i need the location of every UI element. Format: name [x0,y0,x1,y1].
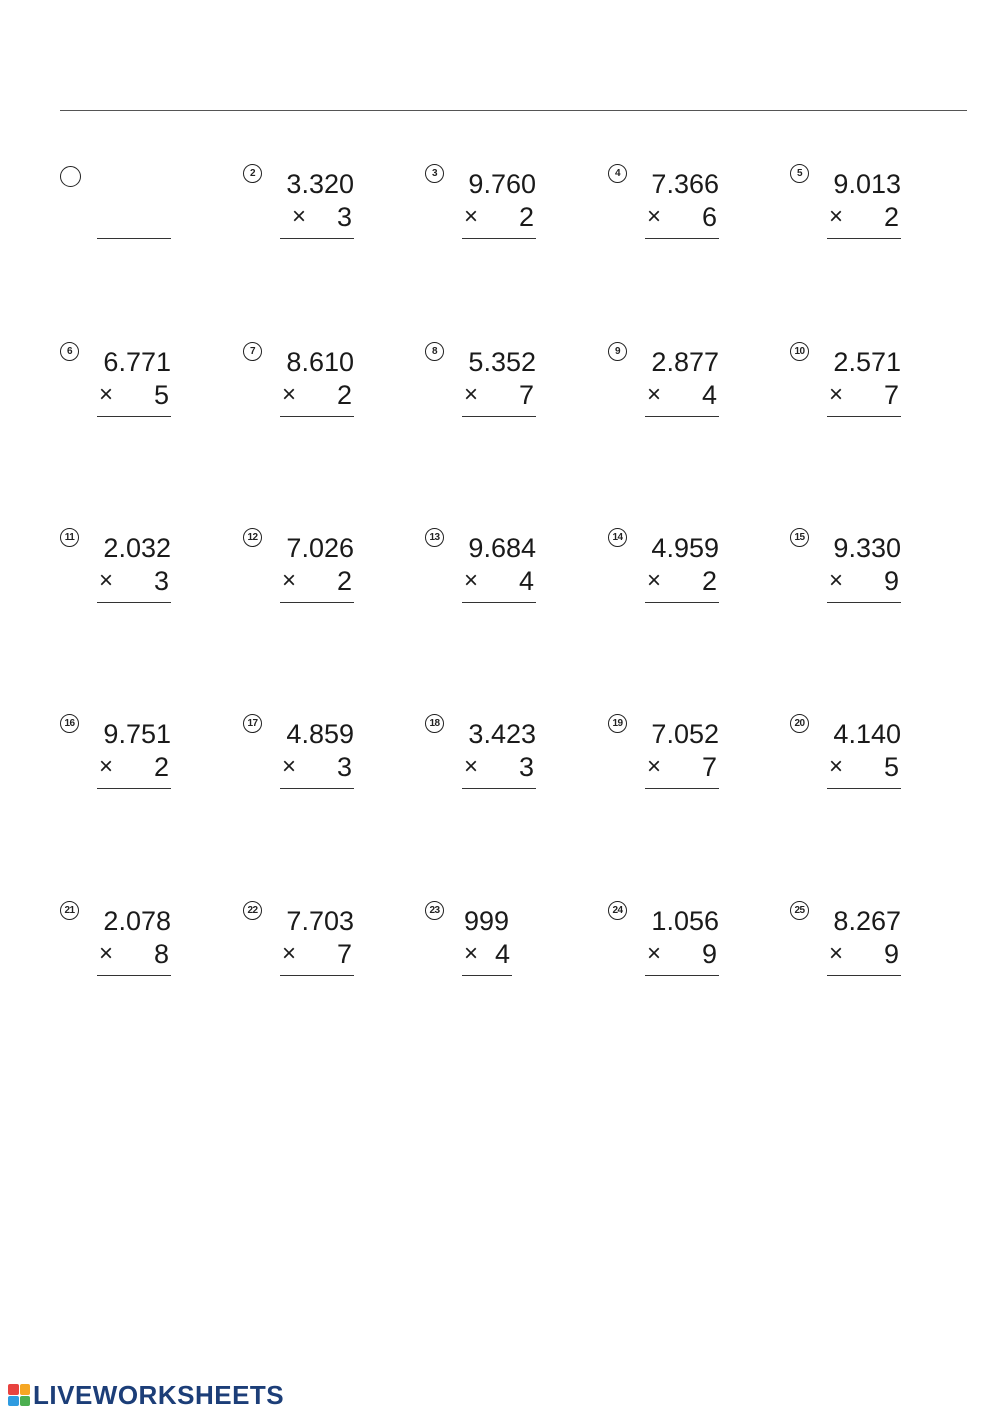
times-sign: × [829,381,844,408]
problem-number-badge: 13 [425,528,444,547]
multiplicand: 2.877 [651,347,719,377]
problem-14 [608,528,758,638]
problem-body[interactable] [645,346,719,420]
multiplicand: 9.013 [833,169,901,199]
times-sign: × [647,381,662,408]
multiplicand: 4.859 [286,719,354,749]
problem-20 [790,714,940,824]
problem-11 [60,528,210,638]
multiplicand: 8.267 [833,906,901,936]
multiplier: 6 [701,202,717,232]
answer-line [462,975,512,976]
problem-8 [425,342,575,452]
multiplier: 4 [701,380,717,410]
answer-line [827,416,901,417]
multiplicand: 999 [464,906,510,936]
answer-line [645,788,719,789]
problem-6 [60,342,210,452]
liveworksheets-logo[interactable] [8,1381,284,1409]
problem-number-badge: 25 [790,901,809,920]
problem-body[interactable] [462,905,512,979]
answer-line [97,975,171,976]
multiplicand: 1.056 [651,906,719,936]
problem-number-badge: 19 [608,714,627,733]
problem-body[interactable] [827,346,901,420]
answer-line [827,975,901,976]
problem-17 [243,714,393,824]
problem-number-badge: 14 [608,528,627,547]
answer-line [280,975,354,976]
answer-line [462,238,536,239]
problem-number-badge: 6 [60,342,79,361]
times-sign: × [464,203,479,230]
multiplicand: 7.703 [286,906,354,936]
problem-18 [425,714,575,824]
problem-number-badge: 12 [243,528,262,547]
problem-body[interactable] [462,718,536,792]
multiplicand: 3.320 [286,169,354,199]
problem-16 [60,714,210,824]
answer-line [645,238,719,239]
times-sign: × [99,940,114,967]
answer-line [462,602,536,603]
problem-body[interactable] [645,532,719,606]
times-sign: × [829,753,844,780]
logo-square-red [8,1384,19,1395]
multiplier: 7 [518,380,534,410]
problem-number-badge: 20 [790,714,809,733]
times-sign: × [464,753,479,780]
logo-square-blue [8,1396,19,1407]
problem-number-badge: 22 [243,901,262,920]
problem-number-badge: 11 [60,528,79,547]
multiplier: 2 [336,566,352,596]
problem-body[interactable] [97,168,171,242]
problem-number-badge: 17 [243,714,262,733]
problem-7 [243,342,393,452]
answer-line [645,602,719,603]
answer-line [827,238,901,239]
answer-line [280,238,354,239]
problem-body[interactable] [97,718,171,792]
problem-1 [60,164,210,274]
multiplier: 3 [518,752,534,782]
multiplicand: 4.140 [833,719,901,749]
multiplier: 7 [336,939,352,969]
times-sign: × [282,940,297,967]
problem-body[interactable] [462,532,536,606]
multiplier: 2 [518,202,534,232]
multiplicand: 9.330 [833,533,901,563]
answer-line [645,416,719,417]
problem-22 [243,901,393,1011]
header-divider [60,110,967,111]
problem-15 [790,528,940,638]
times-sign: × [464,381,479,408]
multiplicand: 2.571 [833,347,901,377]
times-sign: × [464,940,479,967]
multiplicand: 9.751 [103,719,171,749]
multiplicand: 9.760 [468,169,536,199]
logo-text: LIVEWORKSHEETS [33,1379,285,1410]
logo-square-green [20,1396,31,1407]
problem-number-badge: 4 [608,164,627,183]
multiplicand: 2.032 [103,533,171,563]
problem-number-badge: 21 [60,901,79,920]
problem-9 [608,342,758,452]
answer-line [827,788,901,789]
multiplicand: 7.366 [651,169,719,199]
multiplicand: 6.771 [103,347,171,377]
multiplicand: 8.610 [286,347,354,377]
times-sign: × [647,203,662,230]
times-sign: × [829,567,844,594]
multiplier: 3 [336,752,352,782]
problem-number-badge: 9 [608,342,627,361]
problem-number-badge: 15 [790,528,809,547]
problem-body[interactable] [827,718,901,792]
problem-body[interactable] [462,168,536,242]
problem-number-badge: 24 [608,901,627,920]
logo-mark-icon [8,1384,30,1406]
multiplier: 5 [153,380,169,410]
multiplier: 4 [494,939,510,969]
answer-line [97,416,171,417]
problem-number-badge: 3 [425,164,444,183]
problem-23 [425,901,575,1011]
multiplicand: 3.423 [468,719,536,749]
times-sign: × [292,203,307,230]
answer-line [97,602,171,603]
problem-body[interactable] [280,168,354,242]
logo-square-orange [20,1384,31,1395]
problem-body[interactable] [97,346,171,420]
problem-body[interactable] [645,718,719,792]
problem-body[interactable] [645,168,719,242]
problem-number-badge: 18 [425,714,444,733]
problem-number-badge: 16 [60,714,79,733]
multiplier: 4 [518,566,534,596]
problem-number-badge: 5 [790,164,809,183]
answer-line [97,788,171,789]
answer-line [462,416,536,417]
problem-body[interactable] [280,718,354,792]
problem-number-badge [60,166,81,187]
multiplier: 9 [701,939,717,969]
times-sign: × [647,753,662,780]
times-sign: × [282,381,297,408]
times-sign: × [829,203,844,230]
answer-line [97,238,171,239]
problem-number-badge: 8 [425,342,444,361]
problem-body[interactable] [827,168,901,242]
problem-body[interactable] [645,905,719,979]
multiplier: 3 [336,202,352,232]
problem-4 [608,164,758,274]
times-sign: × [647,940,662,967]
answer-line [827,602,901,603]
problem-number-badge: 2 [243,164,262,183]
answer-line [645,975,719,976]
multiplicand: 2.078 [103,906,171,936]
multiplier: 2 [883,202,899,232]
problem-number-badge: 10 [790,342,809,361]
problem-19 [608,714,758,824]
times-sign: × [282,567,297,594]
times-sign: × [99,381,114,408]
multiplier: 7 [883,380,899,410]
multiplicand: 4.959 [651,533,719,563]
multiplier: 7 [701,752,717,782]
problem-12 [243,528,393,638]
problem-10 [790,342,940,452]
answer-line [280,416,354,417]
problem-5 [790,164,940,274]
times-sign: × [282,753,297,780]
problem-3 [425,164,575,274]
multiplier: 5 [883,752,899,782]
multiplicand: 5.352 [468,347,536,377]
problem-body[interactable] [280,532,354,606]
problem-body[interactable] [97,532,171,606]
problem-body[interactable] [97,905,171,979]
problem-body[interactable] [462,346,536,420]
times-sign: × [99,753,114,780]
multiplicand: 9.684 [468,533,536,563]
problem-21 [60,901,210,1011]
answer-line [280,602,354,603]
problem-13 [425,528,575,638]
problem-number-badge: 23 [425,901,444,920]
problem-24 [608,901,758,1011]
times-sign: × [829,940,844,967]
multiplicand: 7.052 [651,719,719,749]
multiplier: 9 [883,939,899,969]
times-sign: × [464,567,479,594]
problem-25 [790,901,940,1011]
problem-body[interactable] [827,532,901,606]
multiplier: 2 [336,380,352,410]
multiplier: 2 [153,752,169,782]
multiplicand: 7.026 [286,533,354,563]
answer-line [462,788,536,789]
multiplier: 9 [883,566,899,596]
problem-body[interactable] [280,905,354,979]
problem-body[interactable] [280,346,354,420]
multiplier: 2 [701,566,717,596]
answer-line [280,788,354,789]
multiplier: 8 [153,939,169,969]
problem-2 [243,164,393,274]
times-sign: × [99,567,114,594]
problem-body[interactable] [827,905,901,979]
problem-number-badge: 7 [243,342,262,361]
times-sign: × [647,567,662,594]
multiplier: 3 [153,566,169,596]
